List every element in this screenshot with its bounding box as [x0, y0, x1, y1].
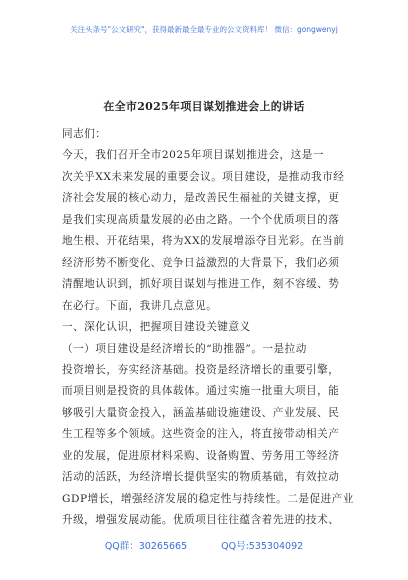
body-line: 同志们：	[62, 128, 107, 140]
body-line: 次关乎XX未来发展的重要会议。项目建设，是推动我市经	[62, 170, 345, 183]
body-line: 经济形势不断变化、竞争日益激烈的大背景下，我们必须	[62, 256, 340, 269]
body-line: 今天，我们召开全市2025年项目谋划推进会，这是一	[62, 149, 324, 162]
body-line: 一、深化认识，把握项目建设关键意义	[62, 321, 251, 334]
qq-group-text: QQ群：30265665	[104, 541, 188, 552]
body-line: 济社会发展的核心动力，是改善民生福祉的关键支撑，更	[62, 192, 340, 205]
body-line: 在必行。下面，我讲几点意见。	[62, 299, 218, 312]
body-line: 生工程等多个领域。这些资金的注入，将直接带动相关产	[62, 428, 340, 441]
body-line: GDP增长，增强经济发展的稳定性与持续性。二是促进产业	[62, 492, 354, 505]
body-line: 而项目则是投资的具体载体。通过实施一批重大项目，能	[62, 385, 340, 398]
footer	[0, 538, 408, 552]
header-note: 关注头条号"公文研究"，获得最新最全最专业的公文资料库！ 微信：gongwenyj	[70, 25, 338, 34]
document-body	[62, 124, 362, 532]
qq-number-text: QQ号:535304092	[221, 541, 304, 552]
body-line: 是我们实现高质量发展的必由之路。一个个优质项目的落	[62, 213, 340, 226]
body-line: 清醒地认识到，抓好项目谋划与推进工作，刻不容缓、势	[62, 278, 340, 291]
body-line: 升级，增强发展动能。优质项目往往蕴含着先进的技术、	[62, 514, 340, 527]
body-line: 活动的活跃，为经济增长提供坚实的物质基础，有效拉动	[62, 471, 340, 484]
document-title: 在全市2025年项目谋划推进会上的讲话	[103, 100, 305, 113]
body-line: 投资增长，夯实经济基础。投资是经济增长的重要引擎，	[62, 363, 340, 376]
body-line: 地生根、开花结果，将为XX的发展增添夺目光彩。在当前	[62, 235, 345, 248]
body-line: （一）项目建设是经济增长的“助推器”。一是拉动	[62, 342, 307, 355]
body-line: 业的发展，促进原材料采购、设备购置、劳务用工等经济	[62, 449, 340, 462]
body-line: 够吸引大量资金投入，涵盖基础设施建设、产业发展、民	[62, 406, 340, 419]
